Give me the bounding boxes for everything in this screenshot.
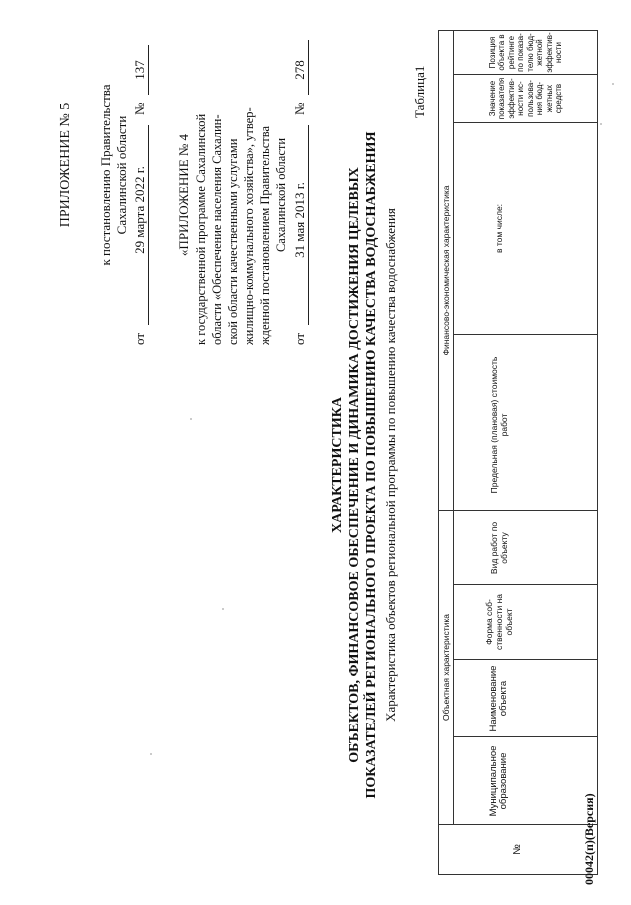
col-header-cost: Предельная (плановая) стоимость работ	[489, 356, 509, 494]
col-header-municipality: Муниципальное образование	[488, 745, 509, 817]
scan-speck	[222, 608, 224, 610]
col-header-number: №	[512, 844, 523, 855]
appendix-title: ПРИЛОЖЕНИЕ № 5	[58, 102, 73, 228]
scan-speck	[190, 418, 192, 420]
group-header-object: Объектная характеристика	[441, 614, 451, 722]
main-title-line-1: ХАРАКТЕРИСТИКА	[330, 397, 345, 533]
main-subtitle: Характеристика объектов региональной программы по повышению качества водоснабжения	[383, 208, 398, 722]
prior-number-underline	[308, 40, 309, 95]
col-header-object-name: Наименование объекта	[488, 665, 509, 732]
scan-speck	[612, 83, 614, 85]
col-header-rating: Позиция объекта в рейтинге по показа-телю бюд-жетной эффектив-ности	[487, 32, 563, 73]
prior-number-value: 278	[292, 60, 307, 80]
prior-appendix-line-1: к государственной программе Сахалинской	[194, 113, 208, 345]
decree-line-1: к постановлению Правительства	[98, 84, 113, 266]
scan-speck	[600, 123, 602, 125]
prior-date-prefix: от	[292, 332, 307, 345]
scan-speck	[150, 753, 152, 755]
col-header-work-type: Вид работ по объекту	[489, 521, 509, 575]
table-label: Таблица1	[412, 65, 427, 118]
date-value: 29 марта 2022 г.	[132, 166, 147, 254]
col-header-including: в том числе:	[494, 203, 504, 254]
number-value: 137	[132, 60, 147, 80]
objects-table	[438, 30, 598, 875]
decree-line-2: Сахалинской области	[114, 115, 129, 235]
date-prefix: от	[132, 332, 147, 345]
document-code: 00042(п)(Версия)	[582, 793, 596, 885]
prior-date-value: 31 мая 2013 г.	[292, 182, 307, 258]
col-header-efficiency: Значение показателя эффектив-ности ис-пользова-ния бюд-жетных средств	[487, 77, 563, 120]
main-title-line-2: ОБЪЕКТОВ, ФИНАНСОВОЕ ОБЕСПЕЧЕНИЕ И ДИНАМИКА ДОСТИЖЕНИЯ ЦЕЛЕВЫХ	[347, 167, 362, 763]
col-header-ownership: Форма соб-ственности на объект	[484, 593, 514, 651]
date-underline	[148, 125, 149, 325]
number-underline	[148, 45, 149, 95]
prior-appendix-line-3: ской области качественными услугами	[226, 138, 240, 345]
prior-appendix-line-2: области «Обеспечение населения Сахалин-	[210, 114, 224, 345]
group-header-finance: Финансово-экономическая характеристика	[441, 185, 451, 356]
prior-appendix-title: «ПРИЛОЖЕНИЕ № 4	[176, 133, 191, 257]
prior-date-underline	[308, 125, 309, 325]
prior-appendix-line-4: жилищно-коммунального хозяйства», утвер-	[242, 107, 256, 345]
prior-appendix-line-5: жденной постановлением Правительства	[258, 125, 272, 345]
prior-number-sign: №	[292, 102, 307, 115]
number-sign: №	[132, 102, 147, 115]
main-title-line-3: ПОКАЗАТЕЛЕЙ РЕГИОНАЛЬНОГО ПРОЕКТА ПО ПОВЫШЕНИЮ КАЧЕСТВА ВОДОСНАБЖЕНИЯ	[364, 131, 379, 799]
prior-appendix-line-6: Сахалинской области	[274, 137, 288, 253]
